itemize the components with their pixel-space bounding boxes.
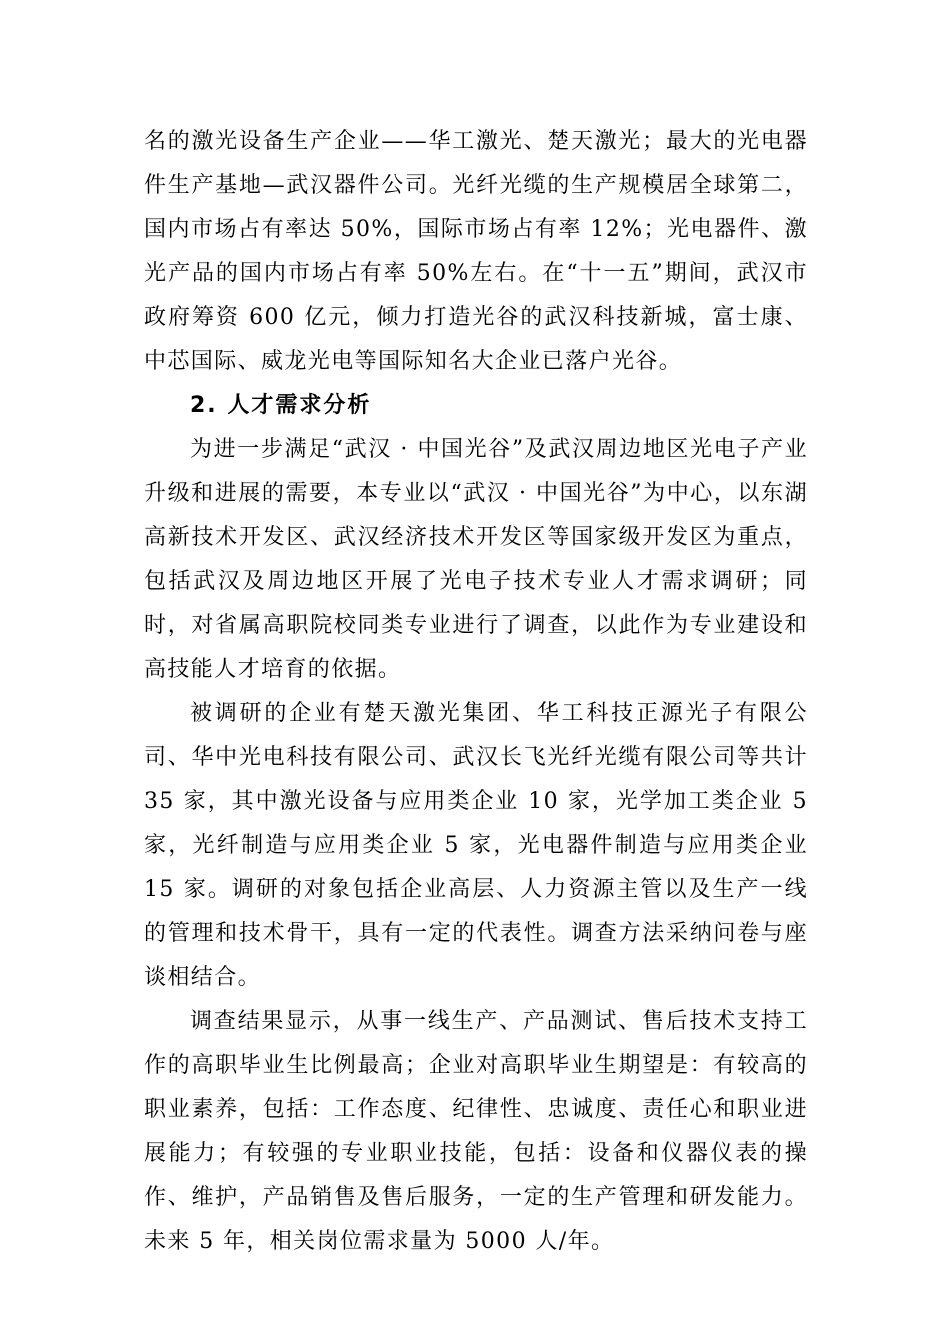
survey-results-paragraph: 调查结果显示，从事一线生产、产品测试、售后技术支持工作的高职毕业生比例最高；企业对高职毕业生期望是：有较高的职业素养，包括：工作态度、纪律性、忠诚度、责任心和职业进展能力；有较强的专业职业技能，包括：设备和仪器仪表的操作、维护，产品销售及售后服务，一定的生产管理和研发能力。未来 5 年，相关岗位需求量为 5000 人/年。 <box>144 1009 808 1254</box>
document-body <box>144 120 808 1264</box>
surveyed-companies-paragraph: 被调研的企业有楚天激光集团、华工科技正源光子有限公司、华中光电科技有限公司、武汉长飞光纤光缆有限公司等共计 35 家，其中激光设备与应用类企业 10 家，光学加工类企业 5 家，光纤制造与应用类企业 5 家，光电器件制造与应用类企业 15 家。调研的对象包括企业高层、人力资源主管以及生产一线的管理和技术骨干，具有一定的代表性。调查方法采纳问卷与座谈相结合。 <box>144 701 808 990</box>
continued-paragraph: 名的激光设备生产企业——华工激光、楚天激光；最大的光电器件生产基地—武汉器件公司。光纤光缆的生产规模居全球第二，国内市场占有率达 50%，国际市场占有率 12%；光电器件、激光产品的国内市场占有率 50%左右。在“十一五”期间，武汉市政府筹资 600 亿元，倾力打造光谷的武汉科技新城，富士康、中芯国际、威龙光电等国际知名大企业已落户光谷。 <box>144 129 808 374</box>
section-heading: 2. 人才需求分析 <box>190 393 372 418</box>
survey-purpose-paragraph: 为进一步满足“武汉 · 中国光谷”及武汉周边地区光电子产业升级和进展的需要，本专业以“武汉 · 中国光谷”为中心，以东湖高新技术开发区、武汉经济技术开发区等国家级开发区为重点，包括武汉及周边地区开展了光电子技术专业人才需求调研；同时，对省属高职院校同类专业进行了调查，以此作为专业建设和高技能人才培育的依据。 <box>144 437 808 682</box>
